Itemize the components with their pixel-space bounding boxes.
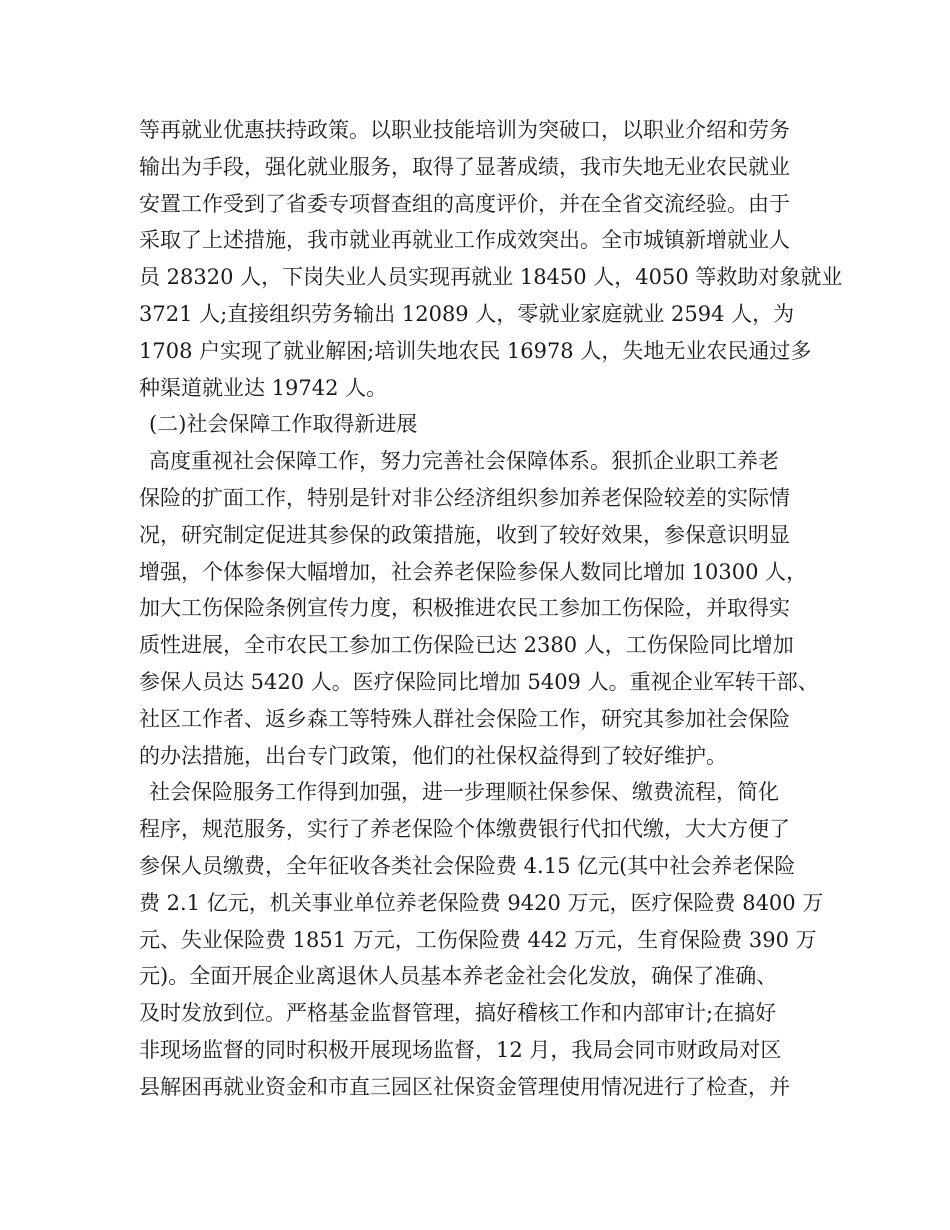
text-line: 参保人员达 5420 人。医疗保险同比增加 5409 人。重视企业军转干部、	[139, 669, 819, 694]
paragraph-start-line: 高度重视社会保障工作，努力完善社会保障体系。狠抓企业职工养老	[149, 449, 779, 474]
text-line: 加大工伤保险条例宣传力度，积极推进农民工参加工伤保险，并取得实	[139, 596, 790, 621]
section-heading: (二)社会保障工作取得新进展	[149, 412, 418, 437]
text-line: 增强，个体参保大幅增加，社会养老保险参保人数同比增加 10300 人，	[139, 559, 808, 584]
text-line: 的办法措施，出台专门政策，他们的社保权益得到了较好维护。	[139, 743, 727, 768]
text-line: 况，研究制定促进其参保的政策措施，收到了较好效果，参保意识明显	[139, 522, 790, 547]
text-line: 非现场监督的同时积极开展现场监督，12 月，我局会同市财政局对区	[139, 1037, 782, 1062]
text-line: 程序，规范服务，实行了养老保险个体缴费银行代扣代缴，大大方便了	[139, 817, 790, 842]
text-line: 元)。全面开展企业离退休人员基本养老金社会化发放，确保了准确、	[139, 964, 778, 989]
text-line: 1708 户实现了就业解困;培训失地农民 16978 人，失地无业农民通过多	[139, 338, 812, 363]
text-line: 质性进展，全市农民工参加工伤保险已达 2380 人，工伤保险同比增加	[139, 633, 794, 658]
text-line: 费 2.1 亿元，机关事业单位养老保险费 9420 万元，医疗保险费 8400 万	[139, 890, 824, 915]
text-line: 保险的扩面工作，特别是针对非公经济组织参加养老保险较差的实际情	[139, 485, 790, 510]
text-line: 及时发放到位。严格基金监督管理，搞好稽核工作和内部审计;在搞好	[139, 1001, 777, 1026]
paragraph-start-line: 社会保险服务工作得到加强，进一步理顺社保参保、缴费流程，简化	[149, 780, 779, 805]
text-line: 输出为手段，强化就业服务，取得了显著成绩，我市失地无业农民就业	[139, 154, 790, 179]
text-line: 社区工作者、返乡森工等特殊人群社会保险工作，研究其参加社会保险	[139, 706, 790, 731]
text-line: 采取了上述措施，我市就业再就业工作成效突出。全市城镇新增就业人	[139, 228, 790, 253]
text-line: 等再就业优惠扶持政策。以职业技能培训为突破口，以职业介绍和劳务	[139, 118, 790, 142]
body-text	[139, 112, 843, 1106]
text-line: 3721 人;直接组织劳务输出 12089 人，零就业家庭就业 2594 人，为	[139, 301, 795, 326]
text-line: 元、失业保险费 1851 万元，工伤保险费 442 万元，生育保险费 390 万	[139, 927, 817, 952]
text-line: 县解困再就业资金和市直三园区社保资金管理使用情况进行了检查，并	[139, 1074, 790, 1099]
text-line: 参保人员缴费，全年征收各类社会保险费 4.15 亿元(其中社会养老保险	[139, 853, 796, 878]
text-line: 员 28320 人，下岗失业人员实现再就业 18450 人，4050 等救助对象就业	[139, 265, 843, 290]
text-line: 种渠道就业达 19742 人。	[139, 375, 388, 400]
text-line: 安置工作受到了省委专项督查组的高度评价，并在全省交流经验。由于	[139, 191, 790, 216]
